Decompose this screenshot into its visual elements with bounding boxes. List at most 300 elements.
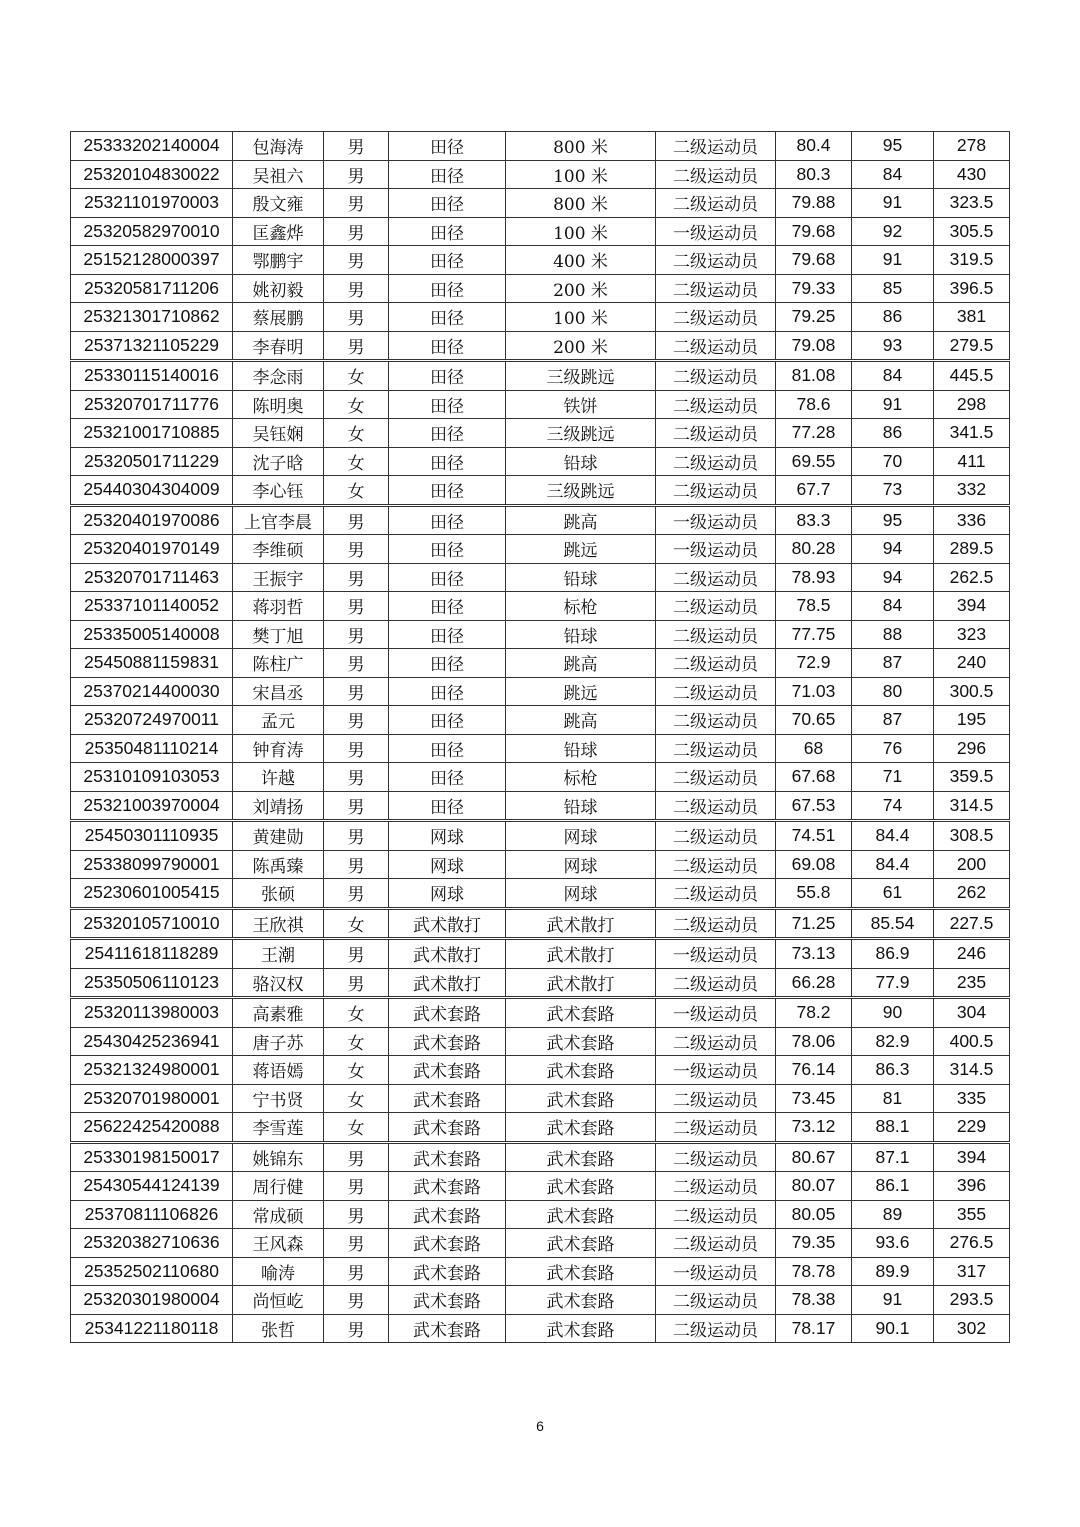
sport-cell: 田径	[389, 563, 506, 592]
gender-cell: 男	[324, 132, 389, 161]
score-cell: 78.93	[776, 563, 852, 592]
academic-score-cell: 289.5	[934, 535, 1010, 564]
sport-cell: 武术套路	[389, 1172, 506, 1201]
event-cell: 100 米	[506, 217, 656, 246]
sport-cell: 田径	[389, 706, 506, 735]
table-row	[71, 563, 1010, 592]
table-row	[71, 246, 1010, 275]
level-cell: 二级运动员	[656, 706, 776, 735]
event-cell: 200 米	[506, 274, 656, 303]
sport-cell: 武术散打	[389, 908, 506, 939]
test-score-cell: 87	[852, 706, 934, 735]
gender-cell: 女	[324, 476, 389, 506]
name-cell: 王潮	[233, 939, 324, 969]
table-row	[71, 390, 1010, 419]
event-cell: 三级跳远	[506, 476, 656, 506]
test-score-cell: 95	[852, 132, 934, 161]
academic-score-cell: 262	[934, 879, 1010, 909]
table-row	[71, 217, 1010, 246]
test-score-cell: 88.1	[852, 1113, 934, 1143]
score-cell: 68	[776, 734, 852, 763]
table-row	[71, 1286, 1010, 1315]
table-row	[71, 132, 1010, 161]
exam-id-cell: 25320104830022	[71, 160, 233, 189]
score-cell: 78.2	[776, 998, 852, 1028]
sport-cell: 网球	[389, 879, 506, 909]
academic-score-cell: 323	[934, 620, 1010, 649]
gender-cell: 男	[324, 1314, 389, 1343]
table-body	[71, 132, 1010, 1343]
level-cell: 一级运动员	[656, 939, 776, 969]
event-cell: 200 米	[506, 331, 656, 361]
level-cell: 二级运动员	[656, 303, 776, 332]
level-cell: 二级运动员	[656, 763, 776, 792]
table-row	[71, 274, 1010, 303]
exam-id-cell: 25321301710862	[71, 303, 233, 332]
exam-id-cell: 25320581711206	[71, 274, 233, 303]
name-cell: 张哲	[233, 1314, 324, 1343]
score-cell: 71.25	[776, 908, 852, 939]
table-row	[71, 1172, 1010, 1201]
score-cell: 78.38	[776, 1286, 852, 1315]
score-cell: 67.68	[776, 763, 852, 792]
level-cell: 二级运动员	[656, 390, 776, 419]
test-score-cell: 91	[852, 189, 934, 218]
test-score-cell: 85.54	[852, 908, 934, 939]
level-cell: 二级运动员	[656, 132, 776, 161]
sport-cell: 田径	[389, 160, 506, 189]
event-cell: 400 米	[506, 246, 656, 275]
event-cell: 武术套路	[506, 1084, 656, 1113]
gender-cell: 男	[324, 274, 389, 303]
name-cell: 宋昌丞	[233, 677, 324, 706]
gender-cell: 男	[324, 1286, 389, 1315]
academic-score-cell: 396	[934, 1172, 1010, 1201]
gender-cell: 男	[324, 303, 389, 332]
exam-id-cell: 25371321105229	[71, 331, 233, 361]
level-cell: 二级运动员	[656, 1142, 776, 1172]
test-score-cell: 95	[852, 505, 934, 535]
academic-score-cell: 411	[934, 447, 1010, 476]
level-cell: 二级运动员	[656, 274, 776, 303]
name-cell: 周行健	[233, 1172, 324, 1201]
exam-id-cell: 25450301110935	[71, 821, 233, 851]
test-score-cell: 87.1	[852, 1142, 934, 1172]
table-row	[71, 620, 1010, 649]
exam-id-cell: 25350506110123	[71, 968, 233, 998]
gender-cell: 男	[324, 939, 389, 969]
event-cell: 铅球	[506, 447, 656, 476]
score-cell: 67.53	[776, 791, 852, 821]
sport-cell: 田径	[389, 734, 506, 763]
exam-id-cell: 25370811106826	[71, 1200, 233, 1229]
academic-score-cell: 400.5	[934, 1027, 1010, 1056]
sport-cell: 武术套路	[389, 1257, 506, 1286]
gender-cell: 男	[324, 331, 389, 361]
level-cell: 二级运动员	[656, 821, 776, 851]
gender-cell: 女	[324, 998, 389, 1028]
gender-cell: 男	[324, 505, 389, 535]
gender-cell: 女	[324, 908, 389, 939]
exam-id-cell: 25320105710010	[71, 908, 233, 939]
exam-id-cell: 25320501711229	[71, 447, 233, 476]
name-cell: 宁书贤	[233, 1084, 324, 1113]
score-cell: 78.06	[776, 1027, 852, 1056]
exam-id-cell: 25337101140052	[71, 592, 233, 621]
exam-id-cell: 25320701711776	[71, 390, 233, 419]
exam-id-cell: 25320301980004	[71, 1286, 233, 1315]
sport-cell: 田径	[389, 476, 506, 506]
exam-id-cell: 25430544124139	[71, 1172, 233, 1201]
academic-score-cell: 308.5	[934, 821, 1010, 851]
academic-score-cell: 317	[934, 1257, 1010, 1286]
level-cell: 二级运动员	[656, 850, 776, 879]
name-cell: 黄建勋	[233, 821, 324, 851]
academic-score-cell: 296	[934, 734, 1010, 763]
test-score-cell: 84.4	[852, 821, 934, 851]
name-cell: 陈柱广	[233, 649, 324, 678]
name-cell: 上官李晨	[233, 505, 324, 535]
gender-cell: 女	[324, 1056, 389, 1085]
gender-cell: 男	[324, 592, 389, 621]
sport-cell: 田径	[389, 132, 506, 161]
event-cell: 铁饼	[506, 390, 656, 419]
exam-id-cell: 25430425236941	[71, 1027, 233, 1056]
score-cell: 71.03	[776, 677, 852, 706]
academic-score-cell: 323.5	[934, 189, 1010, 218]
table-row	[71, 1200, 1010, 1229]
test-score-cell: 74	[852, 791, 934, 821]
sport-cell: 田径	[389, 390, 506, 419]
name-cell: 刘靖扬	[233, 791, 324, 821]
event-cell: 800 米	[506, 189, 656, 218]
sport-cell: 武术套路	[389, 1113, 506, 1143]
level-cell: 二级运动员	[656, 1314, 776, 1343]
test-score-cell: 93.6	[852, 1229, 934, 1258]
level-cell: 二级运动员	[656, 189, 776, 218]
event-cell: 铅球	[506, 563, 656, 592]
score-cell: 78.78	[776, 1257, 852, 1286]
table-row	[71, 908, 1010, 939]
sport-cell: 武术套路	[389, 1286, 506, 1315]
score-cell: 79.25	[776, 303, 852, 332]
gender-cell: 男	[324, 1200, 389, 1229]
score-cell: 81.08	[776, 361, 852, 391]
level-cell: 二级运动员	[656, 476, 776, 506]
test-score-cell: 86	[852, 419, 934, 448]
gender-cell: 男	[324, 1172, 389, 1201]
sport-cell: 武术套路	[389, 1084, 506, 1113]
academic-score-cell: 276.5	[934, 1229, 1010, 1258]
table-row	[71, 331, 1010, 361]
event-cell: 标枪	[506, 763, 656, 792]
sport-cell: 田径	[389, 303, 506, 332]
name-cell: 张硕	[233, 879, 324, 909]
gender-cell: 男	[324, 734, 389, 763]
level-cell: 一级运动员	[656, 535, 776, 564]
name-cell: 蒋语嫣	[233, 1056, 324, 1085]
exam-id-cell: 25320382710636	[71, 1229, 233, 1258]
event-cell: 武术套路	[506, 1142, 656, 1172]
sport-cell: 田径	[389, 677, 506, 706]
academic-score-cell: 195	[934, 706, 1010, 735]
event-cell: 武术套路	[506, 1172, 656, 1201]
table-row	[71, 1314, 1010, 1343]
sport-cell: 武术散打	[389, 968, 506, 998]
name-cell: 匡鑫烨	[233, 217, 324, 246]
score-cell: 78.17	[776, 1314, 852, 1343]
test-score-cell: 91	[852, 390, 934, 419]
table-row	[71, 1113, 1010, 1143]
table-row	[71, 447, 1010, 476]
academic-score-cell: 293.5	[934, 1286, 1010, 1315]
name-cell: 喻涛	[233, 1257, 324, 1286]
name-cell: 蒋羽哲	[233, 592, 324, 621]
name-cell: 蔡展鹏	[233, 303, 324, 332]
test-score-cell: 84	[852, 592, 934, 621]
test-score-cell: 90.1	[852, 1314, 934, 1343]
name-cell: 李维硕	[233, 535, 324, 564]
sport-cell: 武术套路	[389, 1314, 506, 1343]
exam-id-cell: 25320401970086	[71, 505, 233, 535]
test-score-cell: 91	[852, 1286, 934, 1315]
score-cell: 77.75	[776, 620, 852, 649]
score-cell: 69.08	[776, 850, 852, 879]
academic-score-cell: 355	[934, 1200, 1010, 1229]
level-cell: 二级运动员	[656, 1084, 776, 1113]
level-cell: 二级运动员	[656, 879, 776, 909]
sport-cell: 田径	[389, 620, 506, 649]
sport-cell: 武术套路	[389, 998, 506, 1028]
exam-id-cell: 25320582970010	[71, 217, 233, 246]
test-score-cell: 90	[852, 998, 934, 1028]
table-row	[71, 1257, 1010, 1286]
table-row	[71, 998, 1010, 1028]
level-cell: 二级运动员	[656, 563, 776, 592]
gender-cell: 男	[324, 620, 389, 649]
event-cell: 跳高	[506, 649, 656, 678]
level-cell: 二级运动员	[656, 361, 776, 391]
exam-id-cell: 25310109103053	[71, 763, 233, 792]
score-cell: 55.8	[776, 879, 852, 909]
gender-cell: 男	[324, 563, 389, 592]
level-cell: 二级运动员	[656, 419, 776, 448]
name-cell: 王风森	[233, 1229, 324, 1258]
event-cell: 三级跳远	[506, 361, 656, 391]
sport-cell: 武术散打	[389, 939, 506, 969]
exam-id-cell: 25370214400030	[71, 677, 233, 706]
name-cell: 吴钰娴	[233, 419, 324, 448]
test-score-cell: 76	[852, 734, 934, 763]
score-cell: 77.28	[776, 419, 852, 448]
exam-id-cell: 25330198150017	[71, 1142, 233, 1172]
event-cell: 100 米	[506, 303, 656, 332]
exam-id-cell: 25321003970004	[71, 791, 233, 821]
academic-score-cell: 298	[934, 390, 1010, 419]
name-cell: 李念雨	[233, 361, 324, 391]
exam-id-cell: 25338099790001	[71, 850, 233, 879]
exam-id-cell: 25320113980003	[71, 998, 233, 1028]
academic-score-cell: 314.5	[934, 791, 1010, 821]
test-score-cell: 84.4	[852, 850, 934, 879]
score-cell: 79.08	[776, 331, 852, 361]
academic-score-cell: 341.5	[934, 419, 1010, 448]
table-row	[71, 734, 1010, 763]
sport-cell: 田径	[389, 535, 506, 564]
level-cell: 一级运动员	[656, 217, 776, 246]
level-cell: 一级运动员	[656, 998, 776, 1028]
event-cell: 跳高	[506, 706, 656, 735]
score-cell: 78.6	[776, 390, 852, 419]
event-cell: 三级跳远	[506, 419, 656, 448]
level-cell: 二级运动员	[656, 246, 776, 275]
score-cell: 73.45	[776, 1084, 852, 1113]
academic-score-cell: 396.5	[934, 274, 1010, 303]
gender-cell: 男	[324, 160, 389, 189]
sport-cell: 田径	[389, 505, 506, 535]
name-cell: 李雪莲	[233, 1113, 324, 1143]
name-cell: 樊丁旭	[233, 620, 324, 649]
event-cell: 武术散打	[506, 968, 656, 998]
gender-cell: 男	[324, 968, 389, 998]
academic-score-cell: 319.5	[934, 246, 1010, 275]
table-row	[71, 505, 1010, 535]
exam-id-cell: 25320701711463	[71, 563, 233, 592]
test-score-cell: 85	[852, 274, 934, 303]
level-cell: 二级运动员	[656, 160, 776, 189]
exam-id-cell: 25333202140004	[71, 132, 233, 161]
gender-cell: 男	[324, 1257, 389, 1286]
gender-cell: 男	[324, 1142, 389, 1172]
sport-cell: 田径	[389, 274, 506, 303]
level-cell: 二级运动员	[656, 331, 776, 361]
score-cell: 66.28	[776, 968, 852, 998]
exam-id-cell: 25622425420088	[71, 1113, 233, 1143]
score-cell: 80.3	[776, 160, 852, 189]
level-cell: 二级运动员	[656, 734, 776, 763]
score-cell: 80.4	[776, 132, 852, 161]
name-cell: 尚恒屹	[233, 1286, 324, 1315]
event-cell: 铅球	[506, 791, 656, 821]
score-cell: 79.88	[776, 189, 852, 218]
score-cell: 73.13	[776, 939, 852, 969]
name-cell: 孟元	[233, 706, 324, 735]
score-cell: 83.3	[776, 505, 852, 535]
score-cell: 72.9	[776, 649, 852, 678]
event-cell: 铅球	[506, 620, 656, 649]
test-score-cell: 89.9	[852, 1257, 934, 1286]
exam-id-cell: 25330115140016	[71, 361, 233, 391]
gender-cell: 男	[324, 879, 389, 909]
score-cell: 80.28	[776, 535, 852, 564]
gender-cell: 男	[324, 821, 389, 851]
score-cell: 80.67	[776, 1142, 852, 1172]
event-cell: 网球	[506, 850, 656, 879]
name-cell: 殷文雍	[233, 189, 324, 218]
score-cell: 73.12	[776, 1113, 852, 1143]
academic-score-cell: 430	[934, 160, 1010, 189]
name-cell: 姚锦东	[233, 1142, 324, 1172]
test-score-cell: 70	[852, 447, 934, 476]
exam-id-cell: 25450881159831	[71, 649, 233, 678]
table-row	[71, 303, 1010, 332]
academic-score-cell: 335	[934, 1084, 1010, 1113]
table-row	[71, 791, 1010, 821]
exam-id-cell: 25320401970149	[71, 535, 233, 564]
score-cell: 67.7	[776, 476, 852, 506]
level-cell: 二级运动员	[656, 791, 776, 821]
sport-cell: 武术套路	[389, 1056, 506, 1085]
table-row	[71, 649, 1010, 678]
level-cell: 二级运动员	[656, 1027, 776, 1056]
name-cell: 王欣祺	[233, 908, 324, 939]
academic-score-cell: 394	[934, 1142, 1010, 1172]
sport-cell: 武术套路	[389, 1200, 506, 1229]
name-cell: 唐子苏	[233, 1027, 324, 1056]
academic-score-cell: 394	[934, 592, 1010, 621]
sport-cell: 田径	[389, 419, 506, 448]
test-score-cell: 84	[852, 160, 934, 189]
sport-cell: 田径	[389, 331, 506, 361]
event-cell: 跳高	[506, 505, 656, 535]
sport-cell: 田径	[389, 447, 506, 476]
score-cell: 79.68	[776, 246, 852, 275]
event-cell: 跳远	[506, 535, 656, 564]
sport-cell: 田径	[389, 217, 506, 246]
exam-id-cell: 25440304304009	[71, 476, 233, 506]
gender-cell: 男	[324, 677, 389, 706]
exam-id-cell: 25321101970003	[71, 189, 233, 218]
level-cell: 二级运动员	[656, 677, 776, 706]
test-score-cell: 86.3	[852, 1056, 934, 1085]
level-cell: 二级运动员	[656, 1172, 776, 1201]
academic-score-cell: 305.5	[934, 217, 1010, 246]
table-row	[71, 821, 1010, 851]
exam-id-cell: 25320701980001	[71, 1084, 233, 1113]
table-row	[71, 706, 1010, 735]
event-cell: 网球	[506, 821, 656, 851]
exam-id-cell: 25352502110680	[71, 1257, 233, 1286]
table-row	[71, 419, 1010, 448]
table-row	[71, 1056, 1010, 1085]
gender-cell: 女	[324, 1084, 389, 1113]
sport-cell: 武术套路	[389, 1142, 506, 1172]
table-row	[71, 535, 1010, 564]
event-cell: 武术套路	[506, 1229, 656, 1258]
gender-cell: 女	[324, 1027, 389, 1056]
name-cell: 沈子晗	[233, 447, 324, 476]
name-cell: 钟育涛	[233, 734, 324, 763]
name-cell: 李心钰	[233, 476, 324, 506]
level-cell: 二级运动员	[656, 649, 776, 678]
sport-cell: 田径	[389, 246, 506, 275]
score-cell: 69.55	[776, 447, 852, 476]
sport-cell: 武术套路	[389, 1027, 506, 1056]
academic-score-cell: 227.5	[934, 908, 1010, 939]
level-cell: 二级运动员	[656, 1200, 776, 1229]
score-cell: 79.68	[776, 217, 852, 246]
results-table	[70, 131, 1010, 1343]
test-score-cell: 61	[852, 879, 934, 909]
sport-cell: 田径	[389, 592, 506, 621]
test-score-cell: 84	[852, 361, 934, 391]
gender-cell: 男	[324, 706, 389, 735]
test-score-cell: 94	[852, 563, 934, 592]
test-score-cell: 82.9	[852, 1027, 934, 1056]
academic-score-cell: 336	[934, 505, 1010, 535]
sport-cell: 武术套路	[389, 1229, 506, 1258]
gender-cell: 女	[324, 447, 389, 476]
